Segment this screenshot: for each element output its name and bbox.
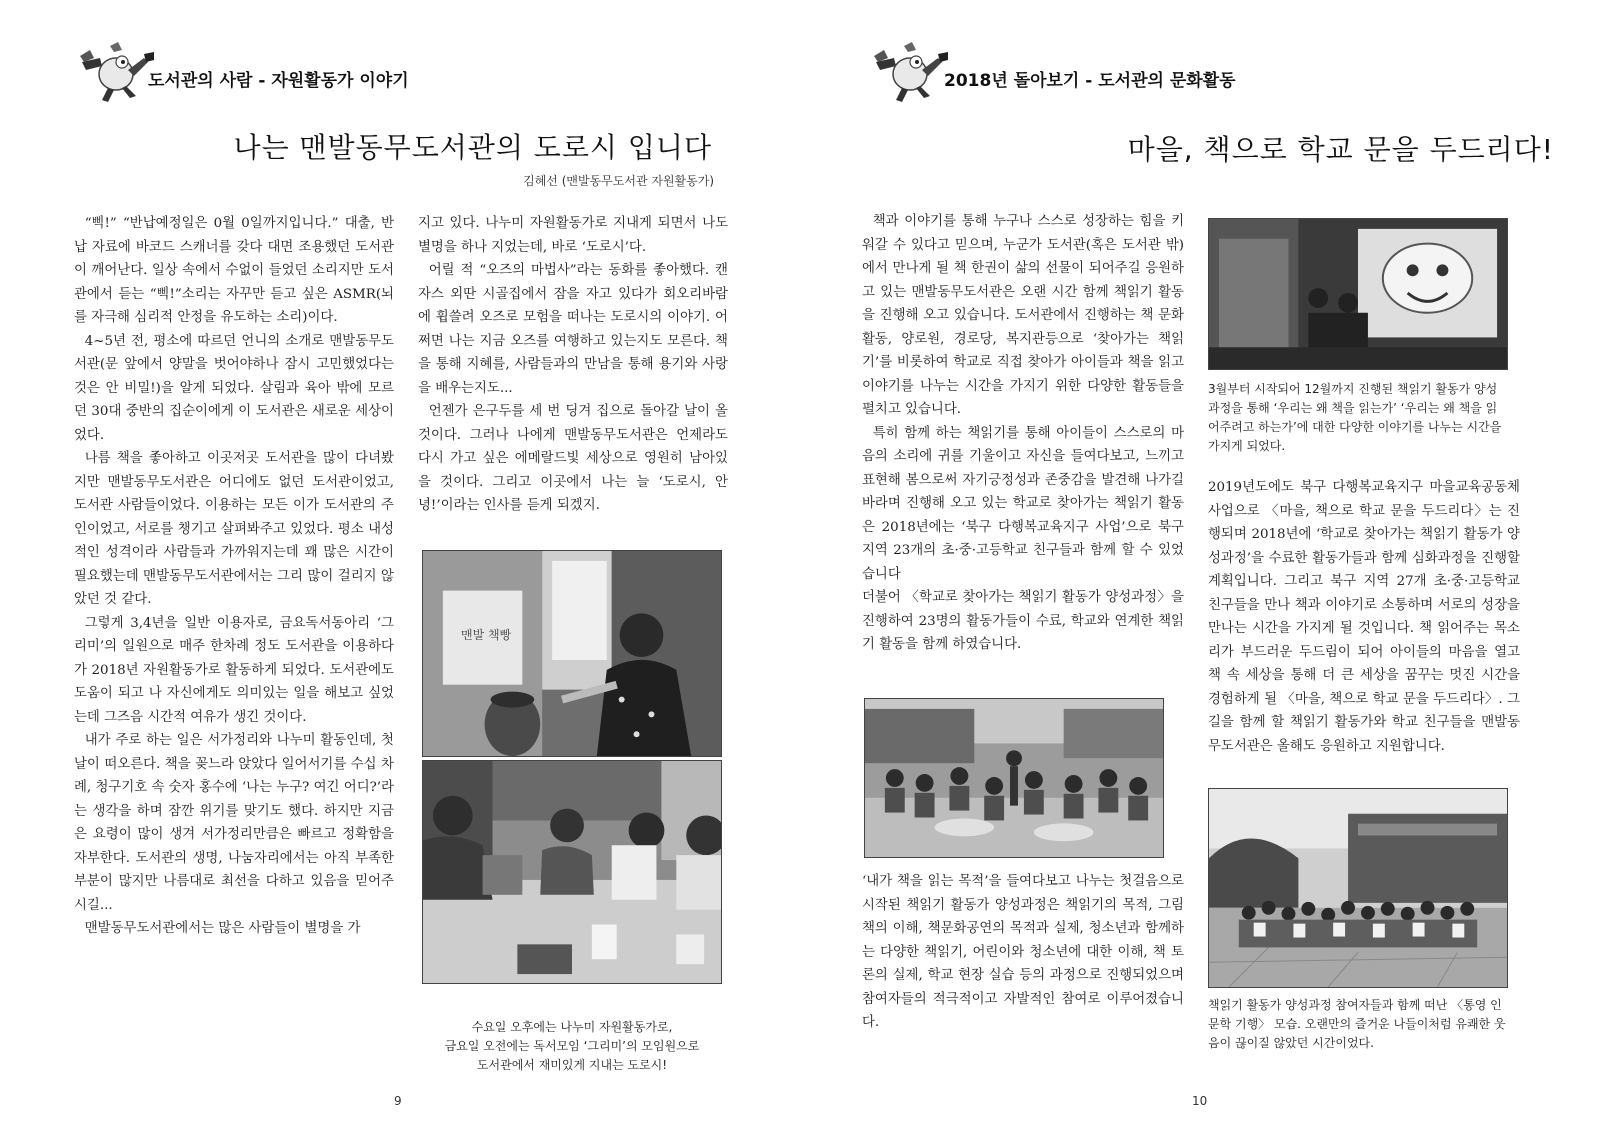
paragraph: 지고 있다. 나누미 자원활동가로 지내게 되면서 나도 별명을 하나 지었는데, 바로 ‘도로시’다. (418, 216, 728, 255)
paragraph: ‘내가 책을 읽는 목적’을 들여다보고 나누는 첫걸음으로 시작된 책읽기 활동가 양성과정은 책읽기의 목적, 그림책의 이해, 책문화공연의 목적과 실제, 청소년과 함께하는 다양한 책읽기, 어린이와 청소년에 대한 이해, 책 토론의 실제, 학교 현장 실습 등의 과정으로 진행되었으며 참여자들의 적극적이고 자발적인 참여로 이루어졌습니다. (862, 874, 1184, 1030)
photo-volunteer-window (422, 550, 722, 757)
photo-reading-group (422, 760, 722, 984)
right-headline: 마을, 책으로 학교 문을 두드리다! (1127, 133, 1554, 166)
paragraph: 특히 함께 하는 책읽기를 통해 아이들이 스스로의 마음의 소리에 귀를 기울이고 자신을 들여다보고, 느끼고 표현해 봄으로써 자기긍정성과 존중감을 발견해 나가길 바라며 진행해 오고 있는 학교로 찾아가는 책읽기 활동은 2018년에는 ‘북구 다행복교육지구 사업’으로 북구 지역 23개의 초·중·고등학교 친구들과 함께 할 수 있었습니다 (862, 425, 1184, 582)
right-caption-top: 3월부터 시작되어 12월까지 진행된 책읽기 활동가 양성과정을 통해 ‘우리는 왜 책을 읽는가’ ‘우리는 왜 책을 읽어주려고 하는가’에 대한 다양한 이야기를 나누는 시간을 가지게 되었다. (1208, 382, 1502, 453)
left-column-1 (74, 212, 394, 1042)
paragraph: 어릴 적 “오즈의 마법사”라는 동화를 좋아했다. 캔자스 외딴 시골집에서 잠을 자고 있다가 회오리바람에 휩쓸려 오즈로 모험을 떠나는 도로시의 이야기. 어쩌면 나는 지금 오즈를 여행하고 있는지도 모른다. 책을 통해 지혜를, 사람들과의 만남을 통해 용기와 사랑을 배우는지도... (418, 263, 728, 396)
page-number: 10 (1192, 1094, 1208, 1108)
page-number: 9 (394, 1094, 402, 1108)
paragraph: “삑!” “반납예정일은 0월 0일까지입니다.” 대출, 반납 자료에 바코드 스캐너를 갖다 대면 조용했던 도서관이 깨어난다. 일상 속에서 수없이 들었던 소리지만 도서관에서 듣는 “삑!”소리는 자꾸만 듣고 싶은 ASMR(뇌를 자극해 심리적 안정을 유도하는 소리)이다. (74, 216, 394, 325)
left-photo-caption (422, 1018, 722, 1075)
right-section-title: 2018년 돌아보기 - 도서관의 문화활동 (944, 71, 1236, 91)
paragraph: 책과 이야기를 통해 누구나 스스로 성장하는 힘을 키워갈 수 있다고 믿으며, 누군가 도서관(혹은 도서관 밖)에서 만나게 될 책 한권이 삶의 선물이 되어주길 응원하고 있는 맨발동무도서관은 오랜 시간 함께 책읽기 활동을 진행해 오고 있습니다. 도서관에서 진행하는 책 문화 활동, 양로원, 경로당, 복지관등으로 ‘찾아가는 책읽기’를 비롯하여 학교로 직접 찾아가 아이들과 책을 읽고 이야기를 나누는 시간을 가지기 위한 다양한 활동들을 펼치고 있습니다. (862, 214, 1184, 417)
paragraph: 언젠가 은구두를 세 번 딩겨 집으로 돌아갈 날이 올 것이다. 그러나 나에게 맨발동무도서관은 언제라도 다시 가고 싶은 에메랄드빛 세상으로 영원히 남아있을 것이다. 그리고 이곳에서 나는 늘 ‘도로시, 안녕!’이라는 인사를 듣게 되겠지. (418, 404, 728, 513)
paragraph: 나름 책을 좋아하고 이곳저곳 도서관을 많이 다녀봤지만 맨발동무도서관은 어디에도 없던 도서관이었고, 도서관 사람들이었다. 이용하는 모든 이가 도서관의 주인이었고, 서로를 챙기고 살펴봐주고 있었다. 평소 내성적인 성격이라 사람들과 가까워지는데 꽤 많은 시간이 필요했는데 맨발동무도서관에서는 그리 많이 걸리지 않았던 것 같다. (74, 451, 394, 607)
photo-group-trip (1208, 788, 1508, 988)
paragraph: 4~5년 전, 평소에 따르던 언니의 소개로 맨발동무도서관(문 앞에서 양말을 벗어야하나 잠시 고민했었다는 것은 안 비밀!)을 알게 되었다. 살림과 육아 밖에 모르던 30대 중반의 집순이에게 이 도서관은 새로운 세상이었다. (74, 333, 394, 443)
paragraph: 맨발동무도서관에서는 많은 사람들이 별명을 가 (84, 921, 361, 936)
left-section-header (148, 66, 409, 91)
right-page (800, 0, 1600, 1131)
paragraph: 내가 주로 하는 일은 서가정리와 나누미 활동인데, 첫날이 떠오른다. 책을 꽂느라 앉았다 일어서기를 수십 차례, 청구기호 속 숫자 홍수에 ‘나는 누구? 여긴 어디?’라는 생각을 하며 잠깐 위기를 맞기도 했다. 하지만 지금은 요령이 많이 생겨 서가정리만큼은 빠르고 정확함을 자부한다. 도서관의 생명, 나눔자리에서는 아직 부족한 부분이 많지만 나름대로 최선을 다하고 있음을 믿어주시길... (74, 733, 394, 913)
photo-sign-text: 맨발 책빵 (461, 628, 512, 642)
mascot-icon (78, 40, 158, 104)
photo-training-session (864, 698, 1164, 858)
left-byline: 김혜선 (맨발동무도서관 자원활동가) (523, 174, 714, 188)
left-headline: 나는 맨발동무도서관의 도로시 입니다 (233, 131, 712, 164)
caption-line: 도서관에서 재미있게 지내는 도로시! (476, 1058, 668, 1072)
mascot-icon (872, 40, 952, 104)
right-column-2 (1208, 476, 1520, 776)
right-caption-bottom: 책읽기 활동가 양성과정 참여자들과 함께 떠난 〈통영 인문학 기행〉 모습. 오랜만의 즐거운 나들이처럼 유쾌한 웃음이 끊이질 않았던 시간이었다. (1208, 998, 1506, 1050)
caption-line: 금요일 오전에는 독서모임 ‘그리미’의 모임원으로 (444, 1039, 700, 1053)
left-column-2 (418, 212, 728, 532)
paragraph: 더불어 〈학교로 찾아가는 책읽기 활동가 양성과정〉을 진행하여 23명의 활동가들이 수료, 학교와 연계한 책읽기 활동을 함께 하였습니다. (862, 590, 1184, 652)
paragraph: 2019년도에도 북구 다행복교육지구 마을교육공동체사업으로 〈마을, 책으로 학교 문을 두드리다〉는 진행되며 2018년에 ‘학교로 찾아가는 책읽기 활동가 양성과정’을 수료한 활동가들과 함께 심화과정을 진행할 계획입니다. 그리고 북구 지역 27개 초·중·고등학교 친구들을 만나 책과 이야기로 소통하며 서로의 성장을 만나는 시간을 가지게 될 것입니다. 책 읽어주는 목소리가 부드러운 두드림이 되어 아이들의 마음을 열고 책 속 세상을 통해 더 큰 세상을 꿈꾸는 멋진 시간을 경험하게 될 〈마을, 책으로 학교 문을 두드리다〉. 그 길을 함께 할 책읽기 활동가와 학교 친구들을 맨발동무도서관은 올해도 응원하고 지원합니다. (1208, 480, 1520, 754)
photo-picturebook-screen (1208, 218, 1508, 370)
left-section-title: 도서관의 사람 - 자원활동가 이야기 (148, 71, 409, 91)
caption-line: 수요일 오후에는 나누미 자원활동가로, (471, 1020, 673, 1034)
right-section-header (944, 66, 1236, 91)
right-column-1 (862, 210, 1184, 670)
right-column-1-bottom (862, 870, 1184, 1040)
paragraph: 그렇게 3,4년을 일반 이용자로, 금요독서동아리 ‘그리미’의 일원으로 매주 한차례 정도 도서관을 이용하다가 2018년 자원활동가로 활동하게 되었다. 도서관에도 도움이 되고 나 자신에게도 의미있는 일을 해보고 싶었는데 그즈음 시간적 여유가 생긴 것이다. (74, 615, 394, 725)
